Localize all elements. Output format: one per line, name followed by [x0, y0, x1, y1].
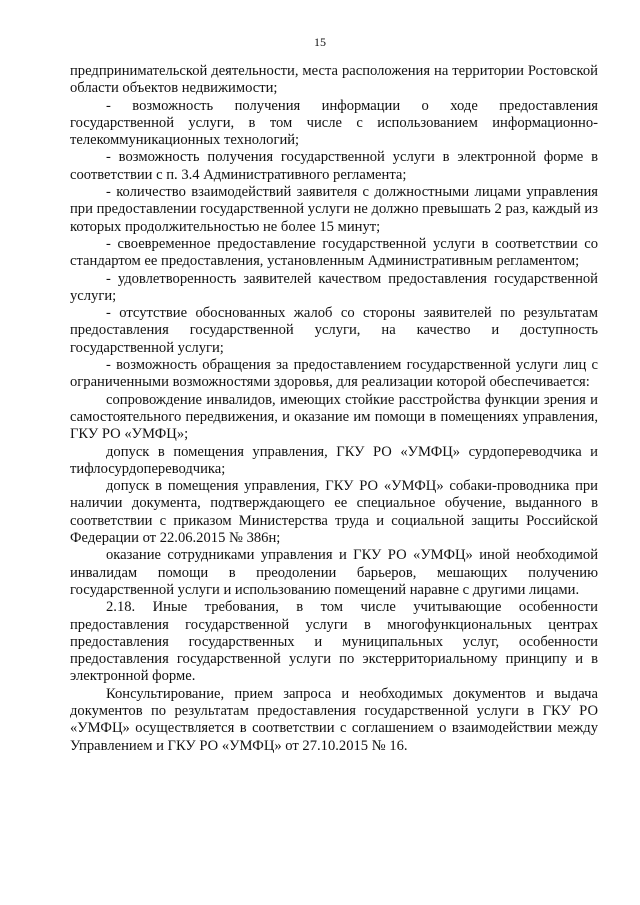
paragraph-9: сопровождение инвалидов, имеющих стойкие расстройства функции зрения и самостоятельного передвижения, и оказание им помощи в помещениях управления, ГКУ РО «УМФЦ»; — [70, 391, 598, 443]
paragraph-6: - удовлетворенность заявителей качеством предоставления государственной услуги; — [70, 270, 598, 304]
paragraph-10: допуск в помещения управления, ГКУ РО «УМФЦ» сурдопереводчика и тифлосурдопереводчика; — [70, 443, 598, 477]
section-2-18-paragraph: 2.18. Иные требования, в том числе учитывающие особенности предоставления государственной услуги в многофункциональных центрах предоставления государственных и муниципальных услуг, особенности предоставления государственной услуги по экстерриториальному принципу и в электронной форме. — [70, 599, 598, 685]
page-number: 15 — [314, 35, 326, 49]
paragraph-1: предпринимательской деятельности, места расположения на территории Ростовской области объектов недвижимости; — [70, 63, 598, 97]
paragraph-12: оказание сотрудниками управления и ГКУ РО «УМФЦ» иной необходимой инвалидам помощи в преодолении барьеров, мешающих получению государственной услуги и использованию помещений наравне с другими лицами. — [70, 547, 598, 598]
document-body — [70, 63, 598, 755]
paragraph-2: - возможность получения информации о ходе предоставления государственной услуги, в том числе с использованием информационно-телекоммуникационных технологий; — [70, 97, 598, 149]
paragraph-14: Консультирование, прием запроса и необходимых документов и выдача документов по результатам предоставления государственной услуги в ГКУ РО «УМФЦ» осуществляется в соответствии с соглашением о взаимодействии между Управлением и ГКУ РО «УМФЦ» от 27.10.2015 № 16. — [70, 685, 598, 754]
paragraph-3: - возможность получения государственной услуги в электронной форме в соответствии с п. 3.4 Административного регламента; — [70, 149, 598, 183]
paragraph-7: - отсутствие обоснованных жалоб со стороны заявителей по результатам предоставления государственной услуги, на качество и доступность государственной услуги; — [70, 305, 598, 356]
paragraph-5: - своевременное предоставление государственной услуги в соответствии со стандартом ее предоставления, установленным Административным регламентом; — [70, 235, 598, 270]
paragraph-8: - возможность обращения за предоставлением государственной услуги лиц с ограниченными возможностями здоровья, для реализации которой обеспечивается: — [70, 357, 598, 391]
paragraph-4: - количество взаимодействий заявителя с должностными лицами управления при предоставлении государственной услуги не должно превышать 2 раз, каждый из которых продолжительностью не более 15 минут; — [70, 184, 598, 235]
paragraph-11: допуск в помещения управления, ГКУ РО «УМФЦ» собаки-проводника при наличии документа, подтверждающего ее специальное обучение, выданного в соответствии с приказом Министерства труда и социальной защиты Российской Федерации от 22.06.2015 № 386н; — [70, 478, 598, 547]
